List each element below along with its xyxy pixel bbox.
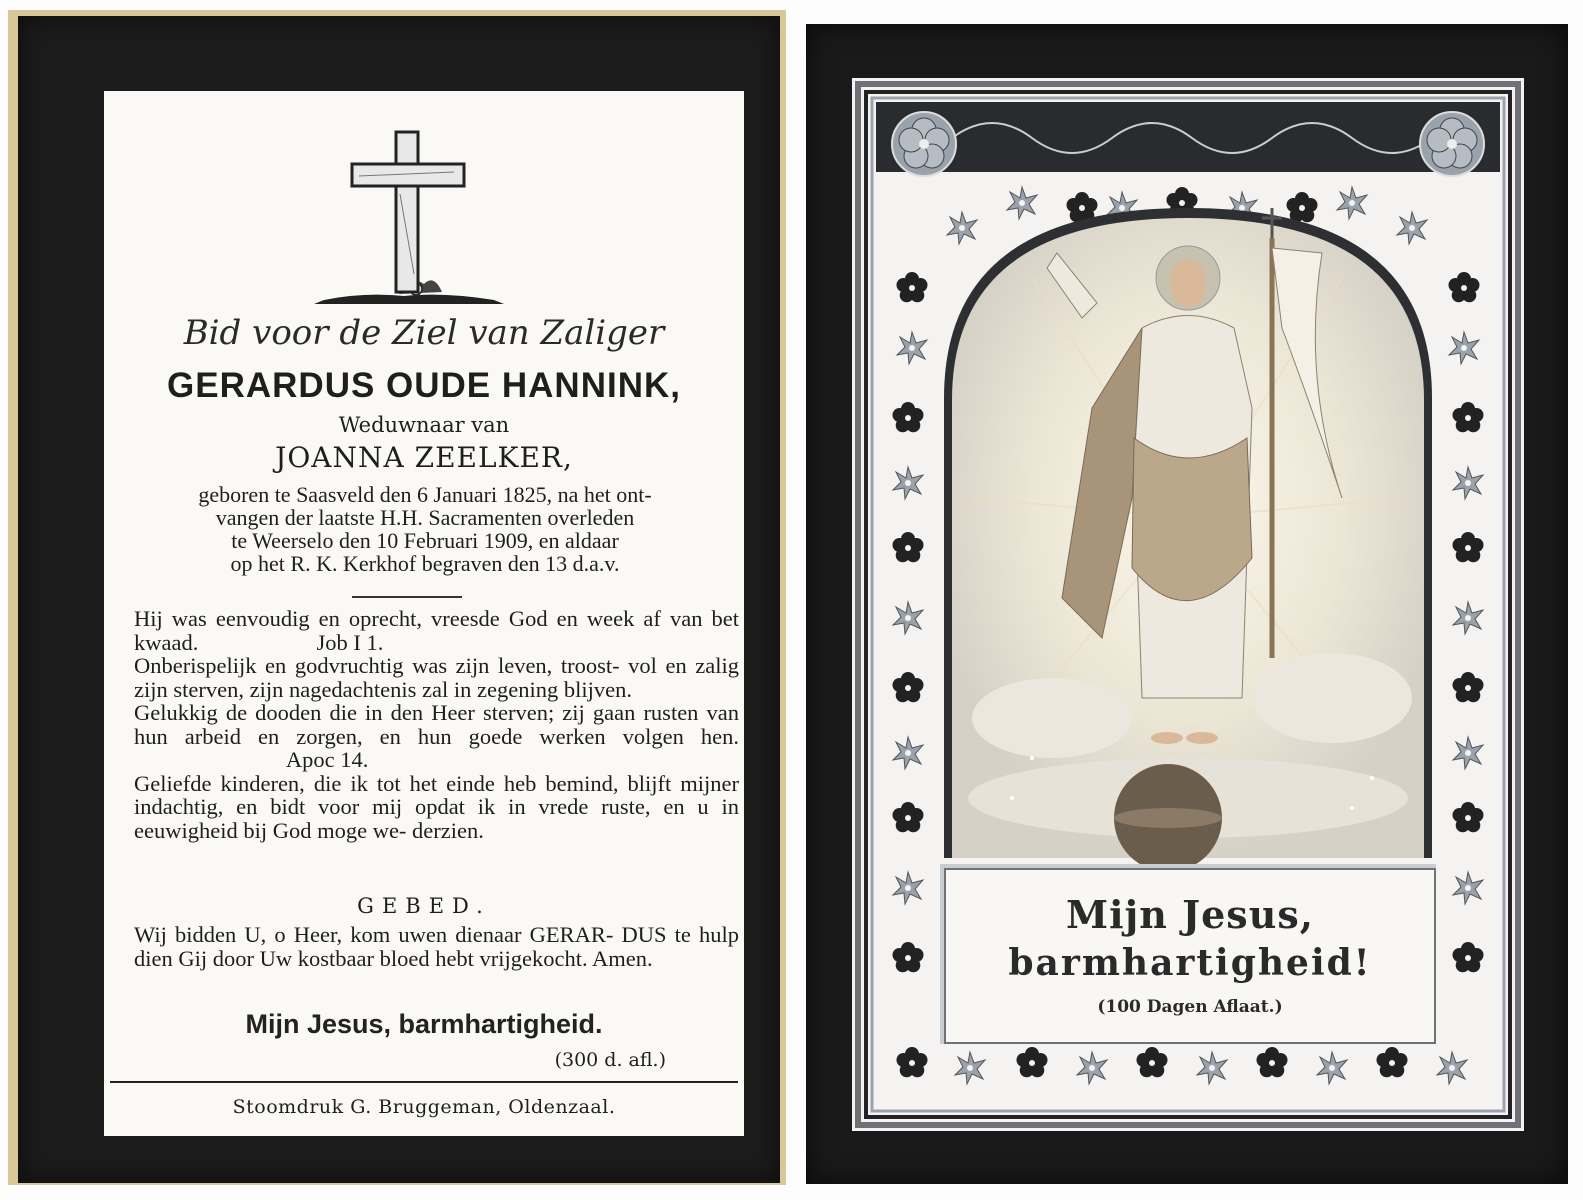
invocation-heading: Bid voor de Ziel van Zaliger [183, 313, 665, 353]
prayer-text: Wij bidden U, o Heer, kom uwen dienaar GERAR- DUS te hulp dien Gij door Uw kostbaar bloed hebt vrijgekocht. Amen. [134, 922, 739, 971]
indulgence-note: (300 d. afl.) [554, 1049, 666, 1071]
cross-icon [304, 124, 514, 309]
widower-label: Weduwnaar van [338, 413, 510, 437]
bio-line: op het R. K. Kerkhof begraven den 13 d.a.v. [230, 551, 620, 576]
deceased-name: GERARDUS OUDE HANNINK, [167, 366, 681, 405]
quote-text: Gelukkig de dooden die in den Heer sterven; zij gaan rusten van hun arbeid en zorgen, en hun goede werken volgen hen. [134, 700, 739, 749]
quote-reference: Job I 1. [316, 629, 384, 655]
bio-line: te Weerselo den 10 Februari 1909, en aldaar [231, 528, 619, 553]
spouse-name: JOANNA ZEELKER, [275, 441, 573, 474]
bottom-rule [110, 1081, 738, 1083]
caption-line-1: Mijn Jesus, [1066, 892, 1314, 937]
bio-line: geboren te Saasveld den 6 Januari 1825, na het ont- [198, 482, 652, 507]
quote-paragraph [134, 607, 739, 654]
left-card-text-panel [104, 91, 744, 1136]
quote-reference: Apoc 14. [285, 747, 369, 772]
left-card-mourning-border [18, 16, 780, 1183]
caption-box [944, 868, 1436, 1044]
bio-line: vangen der laatste H.H. Sacramenten overleden [215, 505, 635, 530]
quote-paragraph: Geliefde kinderen, die ik tot het einde heb bemind, blijft mijner indachtig, en bidt voor mij opdat ik in vrede ruste, en u in eeuwigheid bij God moge we- derzien. [134, 770, 739, 843]
divider-rule [352, 596, 462, 598]
quote-paragraph [134, 701, 739, 772]
closing-invocation: Mijn Jesus, barmhartigheid. [245, 1009, 603, 1039]
printer-credit: Stoomdruk G. Bruggeman, Oldenzaal. [232, 1096, 616, 1118]
indulgence-caption: (100 Dagen Aflaat.) [1097, 997, 1283, 1017]
scripture-quotes [134, 607, 739, 842]
quote-paragraph: Onberispelijk en godvruchtig was zijn leven, troost- vol en zalig zijn sterven, zijn nagedachtenis zal in zegening blijven. [134, 653, 739, 702]
prayer-title: GEBED. [357, 894, 491, 918]
quote-text: Hij was eenvoudig en oprecht, vreesde God en week af van bet kwaad. [134, 606, 739, 655]
caption-line-2: barmhartigheid! [1008, 942, 1372, 984]
right-card-illustration [852, 78, 1524, 1131]
biography [110, 483, 740, 575]
